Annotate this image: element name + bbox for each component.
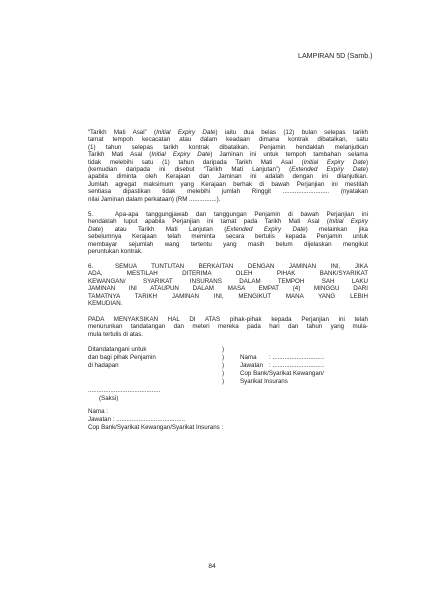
text-segment: KEWANGAN/ SYARIKAT INSURANS DALAM TEMPOH SAH LAKU [88,277,368,285]
guarantor-name-field [240,354,324,362]
text-segment: Jumlah agregat maksimum yang Kerajaan berhak di bawah Perjanjian ini mestilah [88,180,368,188]
annex-label: LAMPIRAN 5D (Samb.) [298,52,373,60]
paragraph-in-witness [88,316,368,338]
witness-name-field: Nama : [88,408,108,415]
text-line [88,285,368,292]
text-segment: Tarikh Mati Asal ( [88,151,152,159]
paragraph-initial-expiry-date [88,129,368,203]
text-segment: ) [365,158,368,166]
text-segment: (1) tahun selepas tarikh kontrak dibatalkan. Penjamin hendaklah melanjutkan [88,143,368,151]
guarantor-position-label: Jawatan [240,362,264,369]
witness-label: (Saksi) [99,395,119,402]
text-segment: TAMATNYA TARIKH JAMINAN INI, MENGIKUT MANA YANG LEBIH [88,292,368,300]
text-segment: SEMUA TUNTUTAN BERKAITAN DENGAN JAMINAN INI, JIKA [115,263,368,270]
text-segment: mula tertulis di atas. [88,330,144,338]
text-line [88,136,368,143]
text-segment: ) melainkan jika [305,225,368,233]
text-segment: tamat tempoh kecacatan atau dalam keadaan dimana kontrak dibatalkan, satu [88,136,368,144]
text-line [88,331,368,338]
witness-signature-line: .......................................... [88,387,161,394]
bracket: ) [222,354,225,361]
text-segment: (kemudian daripada ini disebut “Tarikh Mati Lanjutan”) ( [88,165,292,173]
text-line [88,300,368,307]
text-segment: ) iaitu dua belas (12) bulan selepas tarikh [215,129,368,136]
guarantor-position-field [240,362,324,370]
text-segment: PADA MENYAKSIKAN HAL DI ATAS pihak-pihak kepada Perjanjian ini telah [88,316,368,323]
text-line [88,226,368,233]
witness-position-field: Jawatan : ........................................ [88,416,185,423]
text-segment: sebelumnya Kerajaan telah meminta secara bertulis kepada Penjamin untuk [88,233,368,241]
witness-stamp-field: Cop Bank/Syarikat Kewangan/Syarikat Insurans : [88,424,224,431]
text-segment: membayar sejumlah wang tertentu yang masih belum dijelaskan mengikut [88,240,368,248]
paragraph-number: 6. [88,263,94,270]
bracket: ) [222,370,225,377]
signed-for-line-3: di hadapan [88,362,119,369]
text-line [88,241,368,248]
text-segment: ) [365,165,368,173]
text-segment: nilai Jaminan dalam perkataan) (RM ................). [88,195,221,203]
signed-for-line-2: dan bagi pihak Penjamin [88,354,156,361]
guarantor-name-label: Nama [240,354,257,361]
text-line [88,218,368,225]
text-line [88,263,368,270]
text-line [88,151,368,158]
text-segment: Apa-apa tanggungjawab dan tanggungan Penjamin di bawah Perjanjian ini [115,211,368,218]
text-line [88,323,368,330]
text-segment: apabila diminta oleh Kerajaan dan Jaminan ini adalah dengan ini dilanjutkan. [88,173,368,181]
guarantor-stamp-line-2: Syarikat Insurans [240,378,288,385]
text-segment: peruntukan kontrak. [88,247,143,255]
text-line [88,293,368,300]
text-segment: tidak melebihi satu (1) tahun daripada Tarikh Mati Asal ( [88,158,304,166]
text-segment: “Tarikh Mati Asal” ( [88,129,157,136]
paragraph-6-claims [88,263,368,307]
text-line [88,233,368,240]
text-line [88,316,368,323]
guarantor-position-value: : .............................. [269,362,325,369]
text-segment: ) Jaminan ini untuk tempoh tambahan selama [210,151,368,159]
signed-for-line-1: Ditandatangani untuk [88,346,147,353]
text-line [88,166,368,173]
text-line [88,188,368,195]
text-line [88,211,368,218]
text-line [88,248,368,255]
text-segment: menurunkan tandatangan dan meteri mereka pada hari dan tahun yang mula- [88,323,368,331]
italic-term: Extended Expiry Date [291,165,366,173]
italic-term: Date [88,225,102,233]
text-segment: ADA, MESTILAH DITERIMA OLEH PIHAK BANK/SYARIKAT [88,270,368,278]
paragraph-number: 5. [88,211,94,218]
guarantor-name-value: : .............................. [269,354,325,361]
page-number: 84 [208,563,216,570]
text-segment: KEMUDIAN. [88,299,123,307]
text-segment: sentiasa dipastikan tidak melebihi jumlah Ringgit ........................... (nyatakan [88,188,368,196]
guarantor-stamp-line-1: Cop Bank/Syarikat Kewangan/ [240,370,324,377]
text-line [88,196,368,203]
bracket: ) [222,346,225,353]
text-line [88,159,368,166]
text-segment: JAMINAN INI ATAUPUN DALAM MASA EMPAT (4) MINGGU DARI [88,285,368,293]
italic-term: Initial Expiry Date [151,151,211,159]
text-line [88,144,368,151]
text-segment: hendaklah luput apabila Perjanjian ini tamat pada Tarikh Mati Asal ( [88,218,329,226]
bracket: ) [222,362,225,369]
italic-term: Initial Expiry Date [156,129,216,136]
italic-term: Initial Expiry Date [303,158,366,166]
text-line [88,181,368,188]
italic-term: Extended Expiry Date [226,225,306,233]
bracket: ) [222,378,225,385]
text-line [88,129,368,136]
text-line [88,173,368,180]
text-segment: ) atau Tarikh Mati Lanjutan ( [101,225,227,233]
text-line [88,278,368,285]
paragraph-5-liability [88,211,368,255]
text-line [88,270,368,277]
italic-term: Initial Expiry [328,218,368,226]
